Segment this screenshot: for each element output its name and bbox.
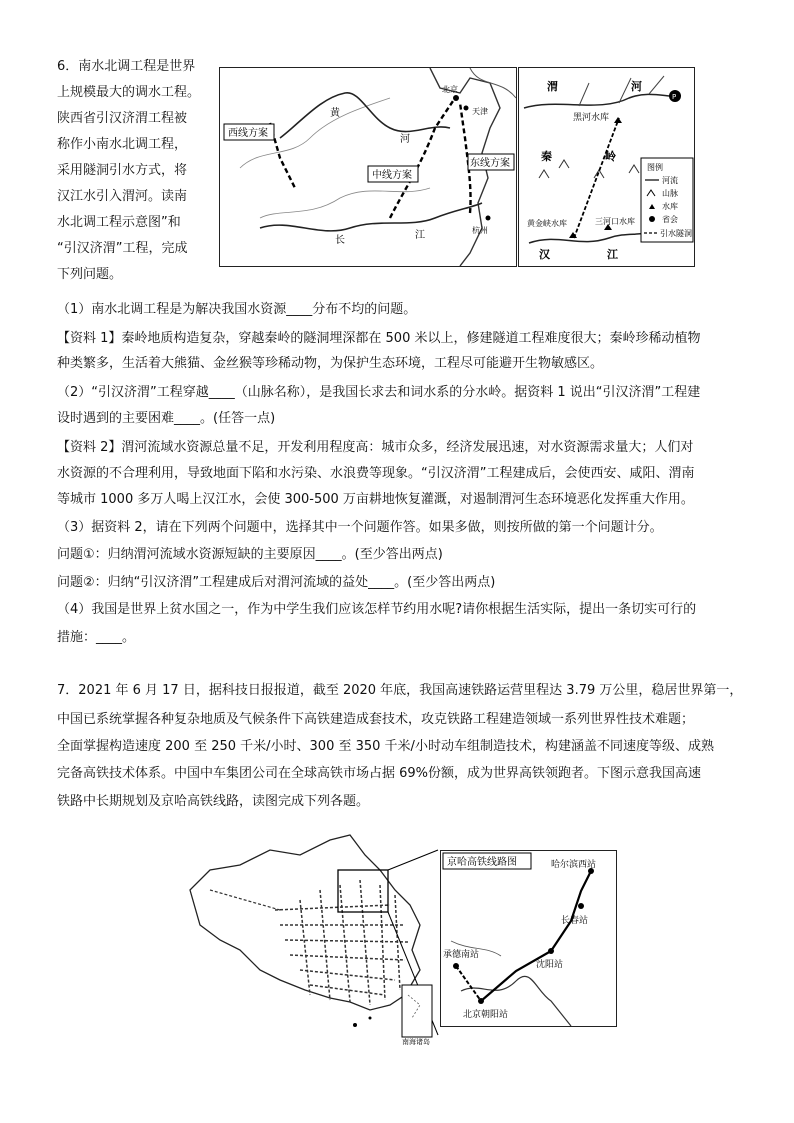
route-west-label: 西线方案: [228, 128, 268, 139]
station-label: 哈尔滨西站: [551, 860, 597, 870]
q6-intro-line: 陕西省引汉济渭工程被: [57, 111, 188, 126]
river-wei-label: 渭: [547, 80, 558, 93]
heihe-reservoir-label: 黑河水库: [573, 113, 610, 123]
q6-line: 设时遇到的主要困难____。(任答一点): [57, 411, 276, 426]
q6-line: 问题①：归纳渭河流域水资源短缺的主要原因____。(至少答出两点): [57, 547, 443, 562]
legend-item: 河流: [662, 176, 678, 185]
q6-intro-line: 下列问题。: [57, 267, 123, 282]
q7-line: 中国已系统掌握各种复杂地质及气候条件下高铁建造成套技术，攻克铁路工程建造领域一系列世界性技术难题；: [57, 712, 695, 727]
q6-intro-line: 水北调工程示意图”和: [57, 215, 181, 230]
place-label: 河: [400, 134, 410, 145]
route-east-label: 东线方案: [470, 158, 510, 169]
place-label: 长: [335, 235, 345, 246]
q7-line: 7．2021 年 6 月 17 日，据科技日报报道，截至 2020 年底，我国高速铁路运营里程达 3.79 万公里，稳居世界第一，: [57, 683, 743, 698]
q6-line: 【资料 1】秦岭地质构造复杂，穿越秦岭的隧洞埋深都在 500 米以上，修建隧道工程难度很大；秦岭珍稀动植物: [57, 331, 701, 346]
legend-item: 水库: [662, 202, 678, 211]
qin-label: 秦: [541, 150, 552, 163]
q6-line: 【资料 2】渭河流域水资源总量不足，开发利用程度高：城市众多，经济发展迅速，对水资源需求量大；人们对: [57, 440, 694, 455]
q6-line: 问题②：归纳“引汉济渭”工程建成后对渭河流域的益处____。(至少答出两点): [57, 575, 496, 590]
place-label: 黄: [330, 108, 340, 119]
south-sea-label: 南海诸岛: [402, 1038, 430, 1045]
han-label: 汉: [539, 248, 550, 261]
legend-item: 省会: [662, 215, 678, 224]
q7-line: 全面掌握构造速度 200 至 250 千米/小时、300 至 350 千米/小时动车组制造技术，构建涵盖不同速度等级、成熟: [57, 739, 714, 754]
q6-line: （2）“引汉济渭”工程穿越____（山脉名称），是我国长求去和词水系的分水岭。据资料 1 说出“引汉济渭”工程建: [57, 385, 701, 400]
station-label: 承德南站: [443, 950, 480, 960]
ling-label: 岭: [605, 150, 616, 163]
q6-line: 等城市 1000 多万人喝上汉江水，会使 300-500 万亩耕地恢复灌溉，对遏制渭河生态环境恶化发挥重大作用。: [57, 492, 694, 507]
legend-item: 引水隧洞: [660, 229, 692, 238]
route-middle-label: 中线方案: [372, 170, 412, 181]
south-north-water-map: [219, 67, 517, 267]
q6-intro-line: 6．南水北调工程是世界: [57, 59, 196, 74]
q6-line: （4）我国是世界上贫水国之一，作为中学生我们应该怎样节约用水呢?请你根据生活实际，提出一条切实可行的: [57, 602, 697, 617]
q6-line: （3）据资料 2，请在下列两个问题中，选择其中一个问题作答。如果多做，则按所做的第一个问题计分。: [57, 520, 663, 535]
q6-intro-line: 上规模最大的调水工程。: [57, 85, 201, 100]
q6-line: 水资源的不合理利用，导致地面下陷和水污染、水浪费等现象。“引汉济渭”工程建成后，会使西安、咸阳、渭南: [57, 466, 695, 481]
svg-text:P: P: [672, 93, 677, 101]
q6-intro-line: 称作小南水北调工程，: [57, 137, 188, 152]
river-he-label: 河: [631, 80, 642, 93]
place-label: 江: [415, 230, 425, 241]
place-label: 天津: [472, 107, 488, 116]
q6-intro-line: 采用隧洞引水方式，将: [57, 163, 188, 178]
station-label: 长春站: [561, 916, 589, 926]
jiang-label: 江: [607, 248, 618, 261]
q6-intro-line: “引汉济渭”工程，完成: [57, 241, 188, 256]
q7-line: 完备高铁技术体系。中国中车集团公司在全球高铁市场占据 69%份额，成为世界高铁领跑者。下图示意我国高速: [57, 766, 702, 781]
sanhekou-label: 三河口水库: [595, 217, 635, 226]
huangjinxia-label: 黄金峡水库: [527, 219, 567, 228]
jingha-hsr-inset: [440, 850, 617, 1027]
q7-line: 铁路中长期规划及京哈高铁线路，读图完成下列各题。: [57, 794, 370, 809]
legend-item: 山脉: [662, 189, 678, 198]
han-to-wei-map: [518, 67, 695, 267]
q6-line: 措施：____。: [57, 630, 136, 645]
station-label: 沈阳站: [536, 960, 564, 970]
place-label: 杭州: [472, 226, 488, 235]
inset-title: 京哈高铁线路图: [447, 857, 517, 868]
legend-title: 图例: [647, 163, 663, 172]
q6-intro-line: 汉江水引入渭河。读南: [57, 189, 188, 204]
station-label: 北京朝阳站: [463, 1010, 509, 1020]
q6-line: （1）南水北调工程是为解决我国水资源____分布不均的问题。: [57, 302, 417, 317]
q6-line: 种类繁多，生活着大熊猫、金丝猴等珍稀动物，为保护生态环境，工程尽可能避开生物敏感区。: [57, 356, 604, 371]
place-label: 北京: [442, 85, 458, 94]
